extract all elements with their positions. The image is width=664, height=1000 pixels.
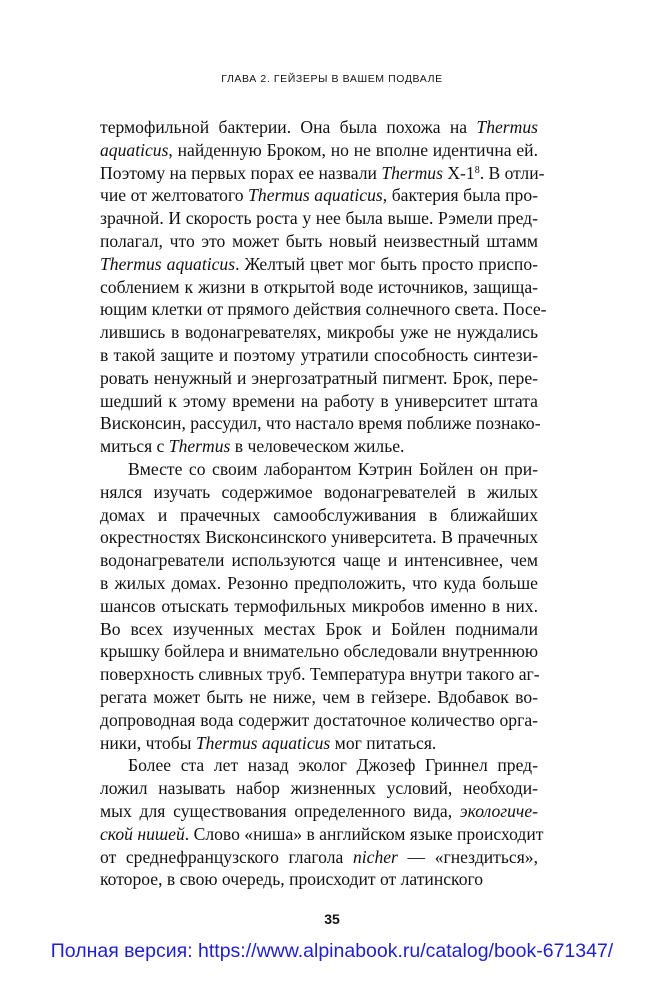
text-run: лившись в водонагревателях, микробы уже не нуждались xyxy=(100,322,538,343)
text-line xyxy=(100,618,538,641)
text-run: — «гнездиться», xyxy=(397,846,538,867)
text-run: регата может быть не ниже, чем в гейзере. Вдобавок во- xyxy=(100,686,538,707)
text-run: Во всех изученных местах Брок и Бойлен поднимали xyxy=(100,618,538,639)
text-run: чие от желтоватого xyxy=(100,185,249,206)
text-run: миться с xyxy=(100,436,169,457)
text-line xyxy=(100,298,547,321)
text-run: в такой защите и поэтому утратили способность синтези- xyxy=(100,344,538,365)
text-run: допроводная вода содержит достаточное количество орга- xyxy=(100,709,538,730)
text-run: в жилых домах. Резонно предположить, что куда больше xyxy=(100,572,538,593)
text-line xyxy=(100,435,538,458)
text-run: ющим клетки от прямого действия солнечного света. Посе- xyxy=(100,299,547,320)
text-line xyxy=(100,276,538,299)
text-line xyxy=(100,549,538,572)
text-line xyxy=(100,846,538,869)
text-run: Thermus aquaticus xyxy=(100,253,236,274)
text-line xyxy=(100,640,538,663)
text-line xyxy=(100,162,545,185)
text-run: , бактерия была про- xyxy=(382,185,538,206)
text-run: нялся изучать содержимое водонагревателей в жилых xyxy=(100,481,538,502)
text-line xyxy=(100,572,538,595)
text-line xyxy=(100,344,538,367)
text-line xyxy=(100,663,538,686)
text-line xyxy=(100,800,538,823)
full-version-link[interactable]: Полная версия: https://www.alpinabook.ru/catalog/book-671347/ xyxy=(50,940,614,962)
text-line xyxy=(100,754,538,777)
text-line xyxy=(100,868,538,891)
text-run: Более ста лет назад эколог Джозеф Гриннел пред- xyxy=(128,755,538,776)
text-run: экологиче- xyxy=(459,800,538,821)
text-run: ники, чтобы xyxy=(100,732,196,753)
text-run: Thermus xyxy=(476,117,538,137)
text-line xyxy=(100,481,538,504)
text-line xyxy=(100,207,538,230)
text-run: от среднефранцузского глагола xyxy=(100,846,353,867)
paragraph xyxy=(100,754,544,891)
text-run: поверхность сливных труб. Температура внутри такого аг- xyxy=(100,664,540,685)
text-run: X-1 xyxy=(442,162,475,183)
text-run: шедший к этому времени на работу в университет штата xyxy=(100,390,538,411)
text-line xyxy=(100,777,538,800)
text-run: крышку бойлера и внимательно обследовали внутреннюю xyxy=(100,641,538,662)
text-line xyxy=(100,823,544,846)
text-run: Висконсин, рассудил, что настало время поближе познако- xyxy=(100,413,541,434)
text-run: . Слово «ниша» в английском языке происходит xyxy=(184,823,544,844)
footnote-ref: 8 xyxy=(474,164,480,176)
text-run: ской нишей xyxy=(100,823,185,844)
text-line xyxy=(100,139,538,162)
text-run: соблением к жизни в открытой воде источников, защища- xyxy=(100,276,538,297)
text-run: nicher xyxy=(352,846,398,867)
text-line xyxy=(100,184,538,207)
text-run: мых для существования определенного вида, xyxy=(100,800,460,821)
running-header: ГЛАВА 2. ГЕЙЗЕРЫ В ВАШЕМ ПОДВАЛЕ xyxy=(221,73,443,85)
text-line xyxy=(100,321,538,344)
text-run: . В отли- xyxy=(479,162,545,183)
text-run: , найденную Броком, но не вполне идентична ей. xyxy=(168,139,538,160)
text-run: Thermus xyxy=(381,162,443,183)
text-line xyxy=(100,709,538,732)
page-number: 35 xyxy=(324,911,340,927)
text-run: водонагреватели используются чаще и интенсивнее, чем xyxy=(100,550,538,571)
text-run: окрестностях Висконсинского университета. В прачечных xyxy=(100,527,538,548)
text-run: aquaticus xyxy=(100,139,169,160)
text-run: Thermus aquaticus xyxy=(248,185,383,206)
text-line xyxy=(100,526,538,549)
text-line xyxy=(100,230,538,253)
text-run: которое, в свою очередь, происходит от латинского xyxy=(100,869,484,890)
text-run: зрачной. И скорость роста у нее была выше. Рэмели пред- xyxy=(100,208,538,229)
text-run: ложил называть набор жизненных условий, необходи- xyxy=(100,778,538,799)
text-line xyxy=(100,732,538,755)
text-line xyxy=(100,595,538,618)
text-line xyxy=(100,390,538,413)
text-run: Вместе со своим лаборантом Кэтрин Бойлен он при- xyxy=(128,458,538,479)
paragraph xyxy=(100,458,538,754)
paragraph xyxy=(100,116,547,458)
text-run: шансов отыскать термофильных микробов именно в них. xyxy=(100,595,538,616)
text-run: . Желтый цвет мог быть просто приспо- xyxy=(235,253,538,274)
text-line xyxy=(100,412,541,435)
text-run: в человеческом жилье. xyxy=(230,436,405,457)
text-run: полагал, что это может быть новый неизвестный штамм xyxy=(100,230,538,251)
text-run: домах и прачечных самообслуживания в ближайших xyxy=(100,504,538,525)
text-run: термофильной бактерии. Она была похожа на xyxy=(100,117,477,137)
text-run: ровать ненужный и энергозатратный пигмент. Брок, пере- xyxy=(100,367,538,388)
text-line xyxy=(100,367,538,390)
text-run: Thermus xyxy=(168,436,231,457)
text-run: Поэтому на первых порах ее назвали xyxy=(100,162,382,183)
text-line xyxy=(100,253,538,276)
text-line xyxy=(100,504,538,527)
text-run: Thermus aquaticus xyxy=(195,732,331,753)
text-line xyxy=(100,458,538,481)
text-line xyxy=(100,686,538,709)
text-line xyxy=(100,116,538,139)
text-run: мог питаться. xyxy=(330,732,437,753)
main-text xyxy=(100,116,547,891)
